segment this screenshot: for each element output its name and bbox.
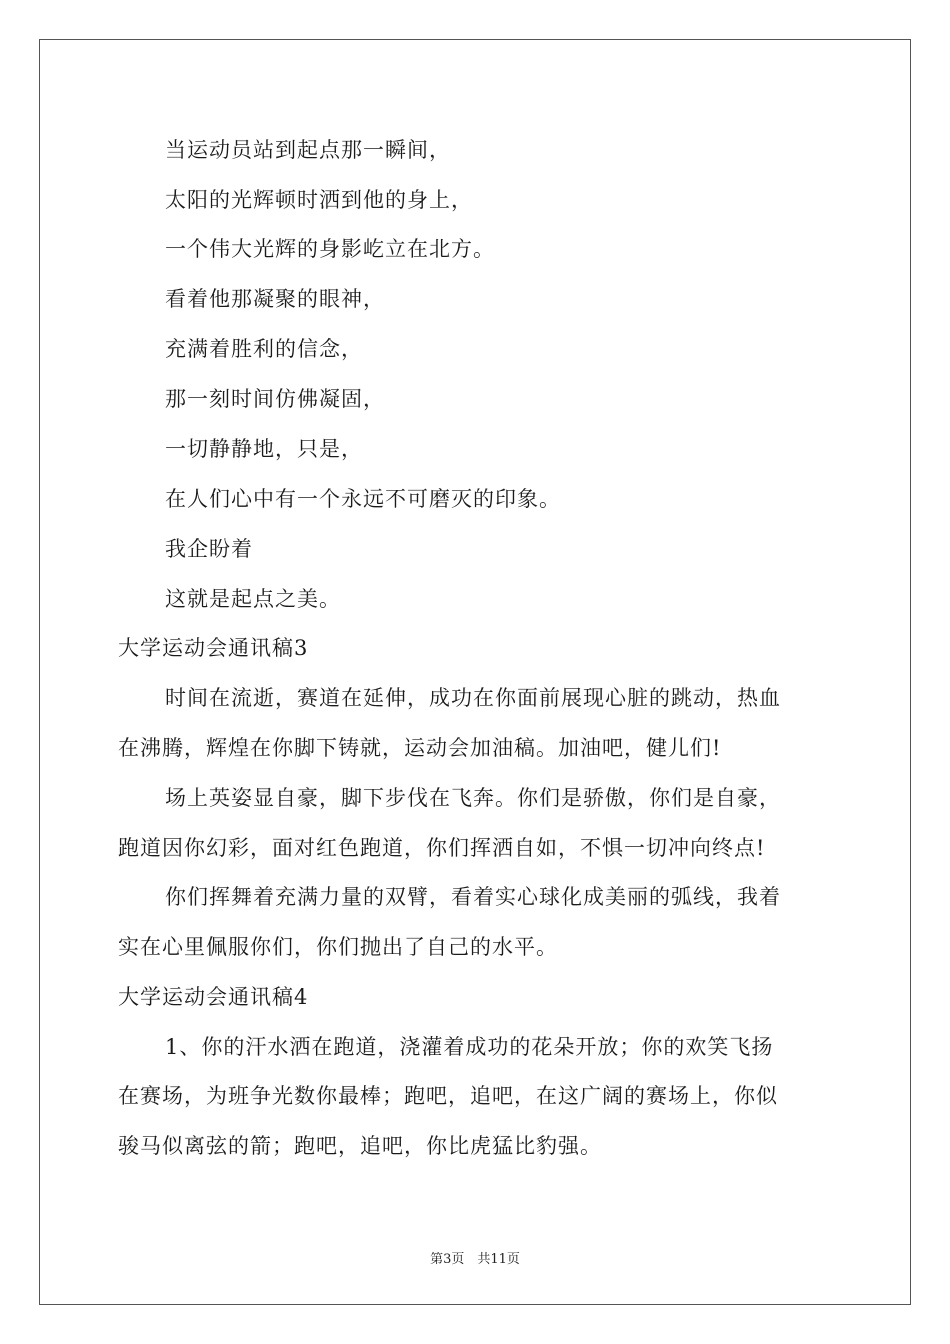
poem-line: 我企盼着 xyxy=(165,537,253,561)
paragraph-line: 实在心里佩服你们，你们抛出了自己的水平。 xyxy=(118,935,558,959)
paragraph-line: 你们挥舞着充满力量的双臂，看着实心球化成美丽的弧线，我着 xyxy=(165,885,781,909)
page-number: 第3页 共11页 xyxy=(430,1252,520,1267)
poem-line: 一个伟大光辉的身影屹立在北方。 xyxy=(165,237,495,261)
poem-line: 太阳的光辉顿时洒到他的身上， xyxy=(165,188,473,212)
paragraph-line: 骏马似离弦的箭；跑吧，追吧，你比虎猛比豹强。 xyxy=(118,1134,602,1158)
paragraph-line: 1、你的汗水洒在跑道，浇灌着成功的花朵开放；你的欢笑飞扬 xyxy=(165,1035,774,1059)
section-heading: 大学运动会通讯稿3 xyxy=(118,636,309,660)
poem-line: 当运动员站到起点那一瞬间， xyxy=(165,138,451,162)
poem-line: 这就是起点之美。 xyxy=(165,587,341,611)
page-border xyxy=(39,39,911,1305)
paragraph-line: 在沸腾，辉煌在你脚下铸就，运动会加油稿。加油吧，健儿们! xyxy=(118,736,722,760)
poem-line: 一切静静地，只是， xyxy=(165,437,363,461)
poem-line: 充满着胜利的信念， xyxy=(165,337,363,361)
paragraph-line: 在赛场，为班争光数你最棒；跑吧，追吧，在这广阔的赛场上，你似 xyxy=(118,1084,778,1108)
paragraph-line: 跑道因你幻彩，面对红色跑道，你们挥洒自如，不惧一切冲向终点! xyxy=(118,836,766,860)
poem-line: 看着他那凝聚的眼神， xyxy=(165,287,385,311)
poem-line: 那一刻时间仿佛凝固， xyxy=(165,387,385,411)
poem-line: 在人们心中有一个永远不可磨灭的印象。 xyxy=(165,487,561,511)
section-heading: 大学运动会通讯稿4 xyxy=(118,985,309,1009)
paragraph-line: 时间在流逝，赛道在延伸，成功在你面前展现心脏的跳动，热血 xyxy=(165,686,781,710)
paragraph-line: 场上英姿显自豪，脚下步伐在飞奔。你们是骄傲，你们是自豪， xyxy=(165,786,781,810)
